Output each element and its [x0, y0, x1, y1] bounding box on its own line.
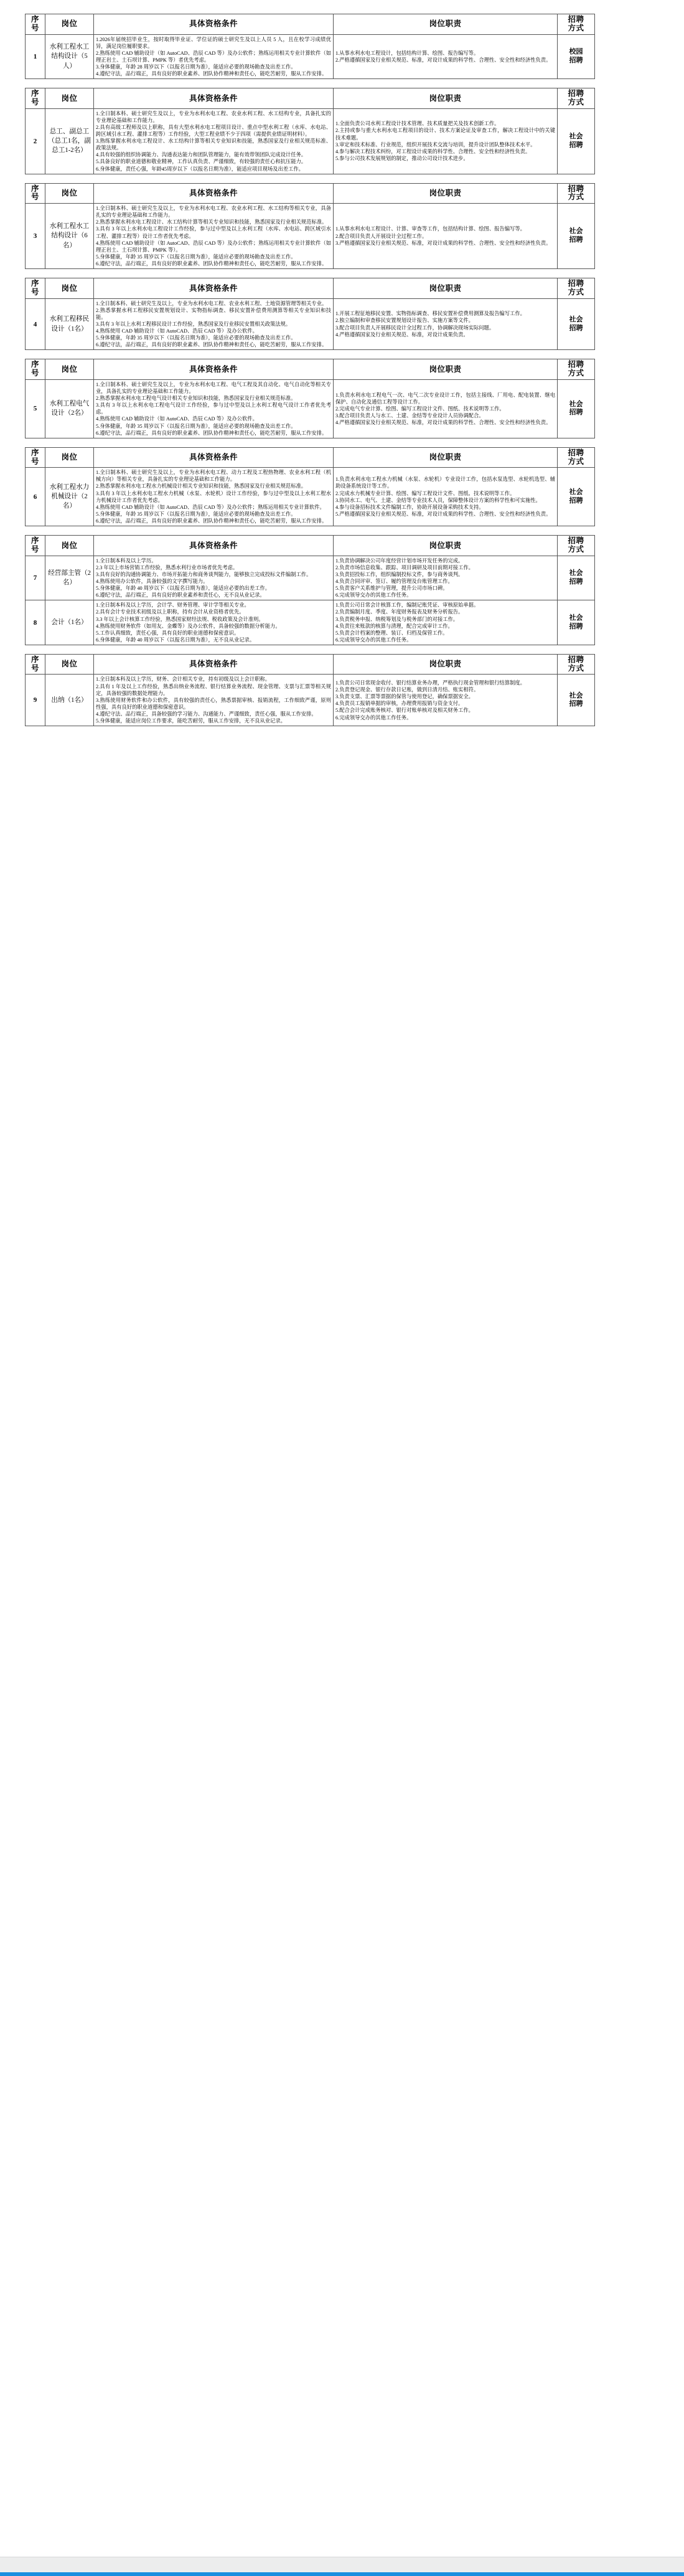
table-row — [26, 675, 595, 726]
cell-duty: 1.负责公司日常会计核算工作，编制记账凭证、审核原始单据。 2.负责编制月度、季度、年度财务报表及财务分析报告。 3.负责税务申报、纳税筹划及与税务部门的对接工作。 4.负责往来账款的核算与清理，配合完成审计工作。 5.负责会计档案的整理、装订、归档及保管工作。 6.完成领导交办的其他工作任务。 — [334, 600, 558, 645]
table-header-row — [26, 14, 595, 35]
cell-post-title: 水利工程水工结构设计（6名） — [45, 204, 94, 269]
table-row — [26, 468, 595, 526]
table-block — [25, 269, 594, 350]
cell-qualification: 1.全日制本科、硕士研究生及以上，专业为水利水电工程、农业水利工程、水工结构等相关专业，具备扎实的专业理论基础和工作能力。 2.熟悉掌握水利水电工程设计、水工结构计算等相关专业知识和技能，熟悉国家及行业相关规范标准。 3.具有 3 年以上水利水电工程设计工作经验，参与过中型及以上水利工程（水库、水电站、跨区域引水工程、灌排工程等）设计工作者优先考虑。 4.熟练使用 CAD 辅助设计（如 AutoCAD、浩辰 CAD 等）及办公软件；熟练运用相关专业计算软件（如理正岩土、土石坝计算、PMPK 等）。 5.身体健康，年龄 35 周岁以下（以报名日期为准），能适应必要的现场勘查及出差工作。 6.遵纪守法，品行端正，具有良好的职业素养、团队协作精神和责任心，能吃苦耐劳，服从工作安排。 — [94, 204, 334, 269]
mode-label: 校园 招聘 — [569, 48, 583, 64]
column-header-qualification: 具体资格条件 — [94, 14, 334, 35]
table-header-row — [26, 359, 595, 380]
table-row — [26, 379, 595, 438]
table-row — [26, 600, 595, 645]
table-row — [26, 298, 595, 350]
table-header-row — [26, 88, 595, 109]
column-header-mode: 招聘 方式 — [558, 447, 595, 468]
cell-index: 2 — [26, 108, 45, 174]
table-row — [26, 108, 595, 174]
column-header-index: 序 号 — [26, 183, 45, 204]
table-header-row — [26, 278, 595, 299]
column-header-qualification: 具体资格条件 — [94, 359, 334, 380]
cell-post-title: 总工、副总工（总工1名，副总工1-2名） — [45, 108, 94, 174]
table-header-row — [26, 654, 595, 675]
column-header-qualification: 具体资格条件 — [94, 654, 334, 675]
column-header-duty: 岗位职责 — [334, 278, 558, 299]
mode-label: 社会 招聘 — [569, 400, 583, 417]
mode-label: 社会 招聘 — [569, 315, 583, 332]
cell-recruitment-mode — [558, 675, 595, 726]
column-header-post: 岗位 — [45, 183, 94, 204]
table-blocks-container — [0, 0, 684, 726]
cell-qualification: 1.全日制本科、硕士研究生及以上，专业为水利水电工程、动力工程及工程热物理、农业水利工程（机械方向）等相关专业，具备扎实的专业理论基础和工作能力。 2.熟悉掌握水利水电工程水力机械设计相关专业知识和技能，熟悉国家及行业相关规范标准。 3.具有 3 年以上水利水电工程水力机械（水泵、水轮机）设计工作经验，参与过中型及以上水利工程水力机械设计工作者优先考虑。 4.熟练使用 CAD 辅助设计（如 AutoCAD、浩辰 CAD 等）及办公软件；熟练运用相关专业计算软件。 5.身体健康，年龄 35 周岁以下（以报名日期为准），能适应必要的现场勘查及出差工作。 6.遵纪守法，品行端正，具有良好的职业素养、团队协作精神和责任心，能吃苦耐劳，服从工作安排。 — [94, 468, 334, 526]
cell-qualification: 1.2026年届统招毕业生，按时取得毕业证、学位证的硕士研究生及以上人员 5 人，且在校学习成绩优异，满足岗位履职要求。 2.熟练使用 CAD 辅助设计（如 AutoCAD、浩辰 CAD 等）及办公软件；熟练运用相关专业计算软件（如理正岩土、土石坝计算、PMPK 等）者优先考虑。 3.身体健康，年龄 28 周岁以下（以报名日期为准），能适应必要的现场勘查及出差工作。 4.遵纪守法，品行端正，具有良好的职业素养、团队协作精神和责任心，能吃苦耐劳，服从工作安排。 — [94, 34, 334, 79]
cell-index: 9 — [26, 675, 45, 726]
mode-label: 社会 招聘 — [569, 488, 583, 504]
column-header-post: 岗位 — [45, 359, 94, 380]
column-header-post: 岗位 — [45, 447, 94, 468]
column-header-index: 序 号 — [26, 278, 45, 299]
table-header-row — [26, 447, 595, 468]
cell-index: 7 — [26, 556, 45, 600]
recruitment-table — [25, 447, 595, 526]
column-header-qualification: 具体资格条件 — [94, 447, 334, 468]
recruitment-table — [25, 14, 595, 79]
cell-qualification: 1.全日制本科及以上学历。 2.3 年以上市场营销工作经验，熟悉水利行业市场者优先考虑。 3.具有良好的沟通协调能力、市场开拓能力和商务谈判能力，能够独立完成投标文件编制工作。 4.熟练使用办公软件，具备较强的文字撰写能力。 5.身体健康，年龄 40 周岁以下（以报名日期为准），能适应必要的出差工作。 6.遵纪守法，品行端正，具有良好的职业素养和责任心，无不良从业记录。 — [94, 556, 334, 600]
cell-qualification: 1.全日制本科、硕士研究生及以上，专业为水利水电工程、农业水利工程、土地资源管理等相关专业。 2.熟悉掌握水利工程移民安置规划设计、实物指标调查、移民安置补偿费用测算等相关专业知识和技能。 3.具有 3 年以上水利工程移民设计工作经验，熟悉国家及行业移民安置相关政策法规。 4.熟练使用 CAD 辅助设计（如 AutoCAD、浩辰 CAD 等）及办公软件。 5.身体健康，年龄 35 周岁以下（以报名日期为准），能适应必要的现场勘查及出差工作。 6.遵纪守法，品行端正，具有良好的职业素养、团队协作精神和责任心，能吃苦耐劳，服从工作安排。 — [94, 298, 334, 350]
table-block — [25, 79, 594, 174]
cell-qualification: 1.全日制本科、硕士研究生及以上，专业为水利水电工程、电气工程及其自动化、电气自动化等相关专业，具备扎实的专业理论基础和工作能力。 2.熟悉掌握水利水电工程电气设计相关专业知识和技能，熟悉国家及行业相关规范标准。 3.具有 3 年以上水利水电工程电气设计工作经验，参与过中型及以上水利工程电气设计工作者优先考虑。 4.熟练使用 CAD 辅助设计（如 AutoCAD、浩辰 CAD 等）及办公软件。 5.身体健康，年龄 35 周岁以下（以报名日期为准），能适应必要的现场勘查及出差工作。 6.遵纪守法，品行端正，具有良好的职业素养、团队协作精神和责任心，能吃苦耐劳，服从工作安排。 — [94, 379, 334, 438]
cell-duty: 1.从事水利水电工程设计，包括结构计算、绘图、报告编写等。 2.严格遵循国家及行业相关规范、标准，对设计成果的科学性、合理性、安全性和经济性负责。 — [334, 34, 558, 79]
column-header-mode: 招聘 方式 — [558, 278, 595, 299]
cell-recruitment-mode — [558, 108, 595, 174]
cell-post-title: 水利工程水工结构设计（5人） — [45, 34, 94, 79]
mode-label: 社会 招聘 — [569, 569, 583, 585]
column-header-duty: 岗位职责 — [334, 359, 558, 380]
recruitment-table — [25, 654, 595, 726]
table-header-row — [26, 183, 595, 204]
cell-qualification: 1.全日制本科及以上学历，财务、会计相关专业，持有初级及以上会计职称。 2.具有 1 年及以上工作经验，熟悉出纳业务流程、银行结算业务流程、现金管理、支票与汇票等相关规定，具备较强的数据处理能力。 3.熟练使用财务软件和办公软件，具有较强的责任心，熟悉票据审核、报销流程，工作细致严谨，原则性强，具有良好的职业道德和保密意识。 4.遵纪守法、品行端正，具备较强的学习能力、沟通能力、严谨细致，责任心强，服从工作安排。 5.身体健康，能适应岗位工作要求，能吃苦耐劳，服从工作安排，无不良从业记录。 — [94, 675, 334, 726]
column-header-post: 岗位 — [45, 14, 94, 35]
table-block — [25, 350, 594, 438]
column-header-mode: 招聘 方式 — [558, 654, 595, 675]
cell-qualification: 1.全日制本科及以上学历，会计学、财务管理、审计学等相关专业。 2.具有会计专业技术初级及以上职称，持有会计从业资格者优先。 3.3 年以上会计核算工作经验，熟悉国家财经法规、税收政策及会计准则。 4.熟练使用财务软件（如用友、金蝶等）及办公软件，具备较强的数据分析能力。 5.工作认真细致，责任心强，具有良好的职业道德和保密意识。 6.身体健康，年龄 40 周岁以下（以报名日期为准），无不良从业记录。 — [94, 600, 334, 645]
column-header-mode: 招聘 方式 — [558, 14, 595, 35]
recruitment-table — [25, 535, 595, 645]
cell-index: 5 — [26, 379, 45, 438]
column-header-qualification: 具体资格条件 — [94, 183, 334, 204]
column-header-duty: 岗位职责 — [334, 183, 558, 204]
recruitment-table — [25, 88, 595, 174]
cell-duty: 1.负责水利水电工程水力机械（水泵、水轮机）专业设计工作，包括水泵选型、水轮机选型、辅助设备系统设计等工作。 2.完成水力机械专业计算、绘图、编写工程设计文件、图纸、技术说明等工作。 3.协同水工、电气、土建、金结等专业技术人员，保障整体设计方案的科学性和可实施性。 4.参与设备招标技术文件编制工作，协助开展设备采购技术支持。 5.严格遵循国家及行业相关规范、标准，对设计成果的科学性、合理性、安全性和经济性负责。 — [334, 468, 558, 526]
column-header-post: 岗位 — [45, 88, 94, 109]
mode-label: 社会 招聘 — [569, 227, 583, 244]
recruitment-table — [25, 183, 595, 269]
cell-duty: 1.全面负责公司水利工程设计技术管理、技术质量把关及技术创新工作。 2.主持或参与重大水利水电工程项目的设计、技术方案论证及审查工作，解决工程设计中的关键技术难题。 3.审定和技术标准、行业规范，组织开展技术交流与培训，提升设计团队整体技术水平。 4.参与解决工程技术纠纷，对工程设计成果的科学性、合理性、安全性和经济性负责。 5.参与公司技术发展规划的制定，推动公司设计技术进步。 — [334, 108, 558, 174]
column-header-post: 岗位 — [45, 278, 94, 299]
cell-qualification: 1.全日制本科、硕士研究生及以上，专业为水利水电工程、农业水利工程、水工结构专业，具备扎实的专业理论基础和工作能力。 2.具有高级工程师及以上职称，具有大型水利水电工程项目设计、重点中型水利工程（水库、水电站、跨区域引水工程、灌排工程等）工作经验，大型工程业绩不少于四项（需提供业绩证明材料）。 3.熟练掌握水利水电工程设计、水工结构计算等相关专业知识和技能，熟悉国家及行业相关规范标准、政策法规。 4.具有较强的组织协调能力、沟通表达能力和团队管理能力，能有效带领团队完成设计任务。 5.具备良好的职业道德和敬业精神，工作认真负责、严谨细致，有较强的责任心和抗压能力。 6.身体健康，责任心强，年龄45周岁以下（以报名日期为准），能适应项目现场及出差工作。 — [94, 108, 334, 174]
cell-index: 4 — [26, 298, 45, 350]
mode-label: 社会 招聘 — [569, 613, 583, 630]
cell-index: 6 — [26, 468, 45, 526]
cell-recruitment-mode — [558, 298, 595, 350]
column-header-duty: 岗位职责 — [334, 536, 558, 556]
column-header-duty: 岗位职责 — [334, 447, 558, 468]
column-header-mode: 招聘 方式 — [558, 536, 595, 556]
cell-post-title: 水利工程水力机械设计（2名） — [45, 468, 94, 526]
cell-post-title: 会计（1名） — [45, 600, 94, 645]
column-header-qualification: 具体资格条件 — [94, 88, 334, 109]
column-header-index: 序 号 — [26, 447, 45, 468]
column-header-mode: 招聘 方式 — [558, 359, 595, 380]
column-header-post: 岗位 — [45, 536, 94, 556]
table-header-row — [26, 536, 595, 556]
table-row — [26, 204, 595, 269]
recruitment-table — [25, 278, 595, 350]
column-header-index: 序 号 — [26, 88, 45, 109]
table-block — [25, 645, 594, 726]
column-header-index: 序 号 — [26, 654, 45, 675]
column-header-duty: 岗位职责 — [334, 654, 558, 675]
cell-index: 3 — [26, 204, 45, 269]
cell-recruitment-mode — [558, 468, 595, 526]
mode-label: 社会 招聘 — [569, 691, 583, 708]
cell-post-title: 出纳（1名） — [45, 675, 94, 726]
recruitment-table — [25, 359, 595, 438]
table-block — [25, 526, 594, 645]
cell-post-title: 水利工程电气设计（2名） — [45, 379, 94, 438]
cell-duty: 1.负责协调解决公司年度经营计划市场开发任务的完成。 2.负责市场信息收集、跟踪、项目调研及项目前期对接工作。 3.负责招投标工作，组织编制投标文件，参与商务谈判。 4.负责合同评审、签订、履约管理及台账管理工作。 5.负责客户关系维护与管理，提升公司市场口碑。 6.完成领导交办的其他工作任务。 — [334, 556, 558, 600]
column-header-mode: 招聘 方式 — [558, 183, 595, 204]
cell-recruitment-mode — [558, 556, 595, 600]
column-header-duty: 岗位职责 — [334, 88, 558, 109]
cell-recruitment-mode — [558, 204, 595, 269]
column-header-index: 序 号 — [26, 14, 45, 35]
column-header-qualification: 具体资格条件 — [94, 278, 334, 299]
cell-recruitment-mode — [558, 34, 595, 79]
cell-duty: 1.负责公司日常现金收付、银行结算业务办理，严格执行现金管理和银行结算制度。 2.负责登记现金、银行存款日记账，做到日清月结、账实相符。 3.负责支票、汇票等票据的保管与使用登记，确保票据安全。 4.负责员工报销单据的审核，办理费用报销与资金支付。 5.配合会计完成账务核对、银行对账单核对及相关财务工作。 6.完成领导交办的其他工作任务。 — [334, 675, 558, 726]
cell-index: 8 — [26, 600, 45, 645]
column-header-mode: 招聘 方式 — [558, 88, 595, 109]
mode-label: 社会 招聘 — [569, 132, 583, 149]
table-block — [25, 0, 594, 79]
cell-post-title: 经营部主管（2名） — [45, 556, 94, 600]
column-header-index: 序 号 — [26, 359, 45, 380]
cell-duty: 1.开展工程征地移民安置、实物指标调查、移民安置补偿费用测算及报告编写工作。 2.独立编制和审查移民安置规划设计报告、实施方案等文件。 3.配合项目负责人开展移民设计全过程工作，协调解决现场实际问题。 4.严格遵循国家及行业相关规范、标准，对设计成果负责。 — [334, 298, 558, 350]
cell-duty: 1.从事水利水电工程设计、计算、审查等工作，包括结构计算、绘图、报告编写等。 2.配合项目负责人开展设计全过程工作。 3.严格遵循国家及行业相关规范、标准，对设计成果的科学性、合理性、安全性和经济性负责。 — [334, 204, 558, 269]
cell-duty: 1.负责水利水电工程电气一次、电气二次专业设计工作，包括主接线、厂用电、配电装置、继电保护、自动化及通信工程等设计工作。 2.完成电气专业计算、绘图、编写工程设计文件、图纸、技术说明等工作。 3.配合项目负责人与水工、土建、金结等专业设计人员协调配合。 4.严格遵循国家及行业相关规范、标准，对设计成果的科学性、合理性、安全性和经济性负责。 — [334, 379, 558, 438]
column-header-duty: 岗位职责 — [334, 14, 558, 35]
cell-index: 1 — [26, 34, 45, 79]
table-row — [26, 556, 595, 600]
bottom-status-bar — [0, 2557, 684, 2576]
column-header-qualification: 具体资格条件 — [94, 536, 334, 556]
accent-strip — [0, 2572, 684, 2576]
cell-recruitment-mode — [558, 600, 595, 645]
cell-recruitment-mode — [558, 379, 595, 438]
table-block — [25, 174, 594, 269]
table-row — [26, 34, 595, 79]
column-header-index: 序 号 — [26, 536, 45, 556]
table-block — [25, 438, 594, 526]
cell-post-title: 水利工程移民设计（1名） — [45, 298, 94, 350]
column-header-post: 岗位 — [45, 654, 94, 675]
